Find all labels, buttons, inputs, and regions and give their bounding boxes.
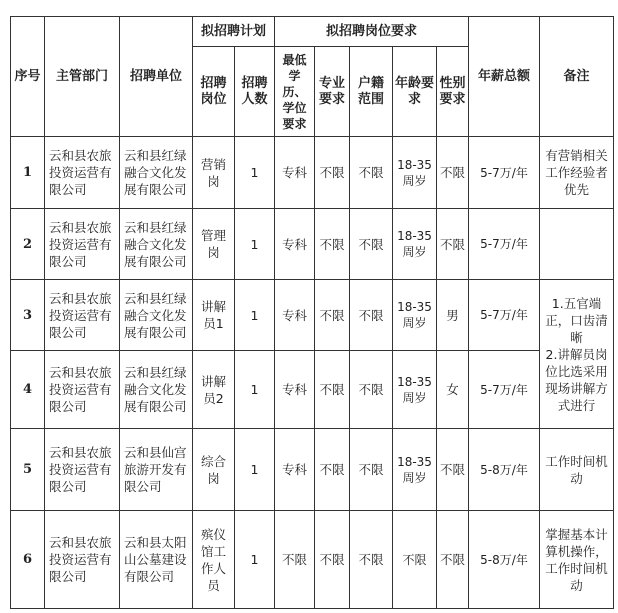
header-plan: 拟招聘计划 [193, 17, 275, 47]
cell-unit: 云和县红绿融合文化发展有限公司 [120, 280, 193, 351]
cell-salary: 5-7万/年 [469, 209, 540, 280]
header-major: 专业要求 [315, 47, 350, 137]
table-row [11, 280, 614, 351]
cell-age: 18-35周岁 [393, 280, 437, 351]
table-row [11, 429, 614, 511]
cell-gender: 不限 [437, 429, 469, 511]
table-row [11, 511, 614, 609]
cell-hukou: 不限 [350, 511, 393, 609]
cell-unit: 云和县红绿融合文化发展有限公司 [120, 351, 193, 429]
cell-post: 讲解员2 [193, 351, 235, 429]
header-dept: 主管部门 [45, 17, 120, 137]
cell-major: 不限 [315, 429, 350, 511]
cell-unit: 云和县太阳山公墓建设有限公司 [120, 511, 193, 609]
cell-count: 1 [235, 511, 275, 609]
cell-post: 综合岗 [193, 429, 235, 511]
cell-post: 殡仪馆工作人员 [193, 511, 235, 609]
table-row [11, 137, 614, 209]
cell-post: 管理岗 [193, 209, 235, 280]
cell-salary: 5-8万/年 [469, 511, 540, 609]
cell-hukou: 不限 [350, 137, 393, 209]
header-row-1 [11, 17, 614, 47]
cell-seq: 6 [11, 511, 45, 609]
cell-dept: 云和县农旅投资运营有限公司 [45, 429, 120, 511]
cell-count: 1 [235, 280, 275, 351]
cell-count: 1 [235, 137, 275, 209]
cell-dept: 云和县农旅投资运营有限公司 [45, 209, 120, 280]
header-unit: 招聘单位 [120, 17, 193, 137]
cell-age: 18-35周岁 [393, 137, 437, 209]
cell-edu: 不限 [275, 511, 315, 609]
cell-dept: 云和县农旅投资运营有限公司 [45, 137, 120, 209]
header-remark: 备注 [540, 17, 614, 137]
cell-seq: 1 [11, 137, 45, 209]
header-gender: 性别要求 [437, 47, 469, 137]
header-age: 年龄要求 [393, 47, 437, 137]
table-row [11, 351, 614, 429]
cell-post: 讲解员1 [193, 280, 235, 351]
cell-age: 18-35周岁 [393, 209, 437, 280]
cell-unit: 云和县红绿融合文化发展有限公司 [120, 209, 193, 280]
cell-count: 1 [235, 429, 275, 511]
cell-edu: 专科 [275, 351, 315, 429]
cell-age: 不限 [393, 511, 437, 609]
cell-remark-merged: 1.五官端正，口齿清晰 2.讲解员岗位比选采用现场讲解方式进行 [540, 280, 614, 429]
cell-major: 不限 [315, 351, 350, 429]
cell-seq: 3 [11, 280, 45, 351]
cell-seq: 4 [11, 351, 45, 429]
cell-edu: 专科 [275, 209, 315, 280]
cell-hukou: 不限 [350, 429, 393, 511]
cell-hukou: 不限 [350, 280, 393, 351]
cell-dept: 云和县农旅投资运营有限公司 [45, 351, 120, 429]
cell-major: 不限 [315, 280, 350, 351]
cell-major: 不限 [315, 511, 350, 609]
header-count: 招聘人数 [235, 47, 275, 137]
cell-salary: 5-7万/年 [469, 137, 540, 209]
cell-remark [540, 209, 614, 280]
cell-count: 1 [235, 209, 275, 280]
cell-major: 不限 [315, 209, 350, 280]
header-req: 拟招聘岗位要求 [275, 17, 469, 47]
cell-edu: 专科 [275, 137, 315, 209]
cell-gender: 不限 [437, 511, 469, 609]
cell-edu: 专科 [275, 429, 315, 511]
header-hukou: 户籍范围 [350, 47, 393, 137]
header-post: 招聘岗位 [193, 47, 235, 137]
cell-remark: 掌握基本计算机操作，工作时间机动 [540, 511, 614, 609]
cell-post: 营销岗 [193, 137, 235, 209]
cell-gender: 不限 [437, 137, 469, 209]
cell-salary: 5-7万/年 [469, 280, 540, 351]
cell-gender: 不限 [437, 209, 469, 280]
recruitment-table-container [10, 16, 614, 609]
table-row [11, 209, 614, 280]
cell-age: 18-35周岁 [393, 429, 437, 511]
cell-hukou: 不限 [350, 209, 393, 280]
cell-age: 18-35周岁 [393, 351, 437, 429]
cell-unit: 云和县仙宫旅游开发有限公司 [120, 429, 193, 511]
cell-gender: 男 [437, 280, 469, 351]
cell-count: 1 [235, 351, 275, 429]
cell-hukou: 不限 [350, 351, 393, 429]
header-salary: 年薪总额 [469, 17, 540, 137]
cell-major: 不限 [315, 137, 350, 209]
cell-seq: 5 [11, 429, 45, 511]
cell-seq: 2 [11, 209, 45, 280]
header-seq: 序号 [11, 17, 45, 137]
cell-remark: 有营销相关工作经验者优先 [540, 137, 614, 209]
cell-salary: 5-8万/年 [469, 429, 540, 511]
cell-dept: 云和县农旅投资运营有限公司 [45, 280, 120, 351]
cell-unit: 云和县红绿融合文化发展有限公司 [120, 137, 193, 209]
recruitment-table [10, 16, 614, 609]
cell-gender: 女 [437, 351, 469, 429]
cell-remark: 工作时间机动 [540, 429, 614, 511]
cell-salary: 5-7万/年 [469, 351, 540, 429]
cell-dept: 云和县农旅投资运营有限公司 [45, 511, 120, 609]
cell-edu: 专科 [275, 280, 315, 351]
header-edu: 最低学历、学位要求 [275, 47, 315, 137]
